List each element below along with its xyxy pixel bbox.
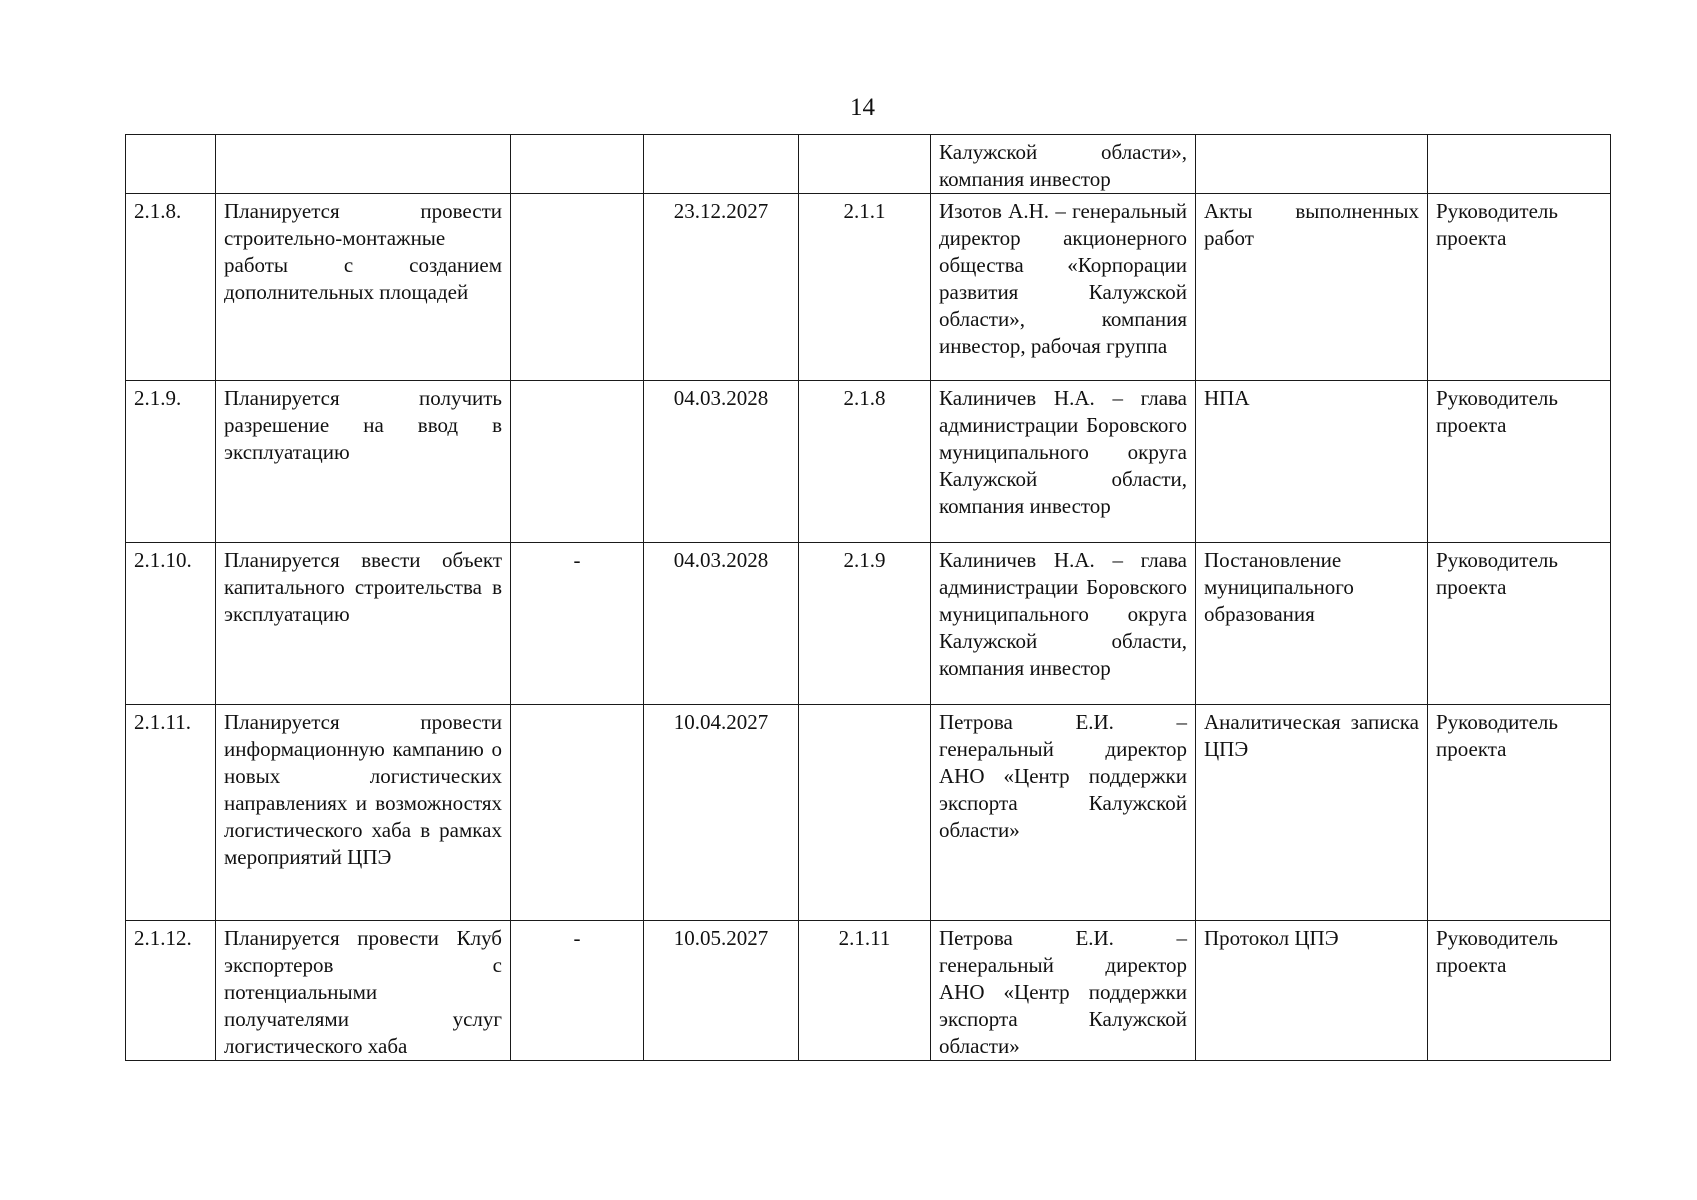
table-row bbox=[126, 135, 1611, 194]
task-description: Планируется провести строительно-монтажные работы с созданием дополнительных площадей bbox=[216, 194, 511, 381]
result-document: Протокол ЦПЭ bbox=[1196, 921, 1428, 1061]
due-date: 23.12.2027 bbox=[644, 194, 799, 381]
table-row bbox=[126, 921, 1611, 1061]
start-dash bbox=[511, 381, 644, 543]
due-date: 10.05.2027 bbox=[644, 921, 799, 1061]
due-date: 04.03.2028 bbox=[644, 381, 799, 543]
table-row bbox=[126, 543, 1611, 705]
due-date: 10.04.2027 bbox=[644, 705, 799, 921]
due-date bbox=[644, 135, 799, 194]
task-description: Планируется провести информационную кампанию о новых логистических направлениях и возможностях логистического хаба в рамках мероприятий ЦПЭ bbox=[216, 705, 511, 921]
approver-role: Руководитель проекта bbox=[1428, 194, 1611, 381]
row-number: 2.1.8. bbox=[126, 194, 216, 381]
responsible-person: Калиничев Н.А. – глава администрации Боровского муниципального округа Калужской области, компания инвестор bbox=[931, 543, 1196, 705]
predecessor: 2.1.1 bbox=[799, 194, 931, 381]
approver-role bbox=[1428, 135, 1611, 194]
plan-table bbox=[125, 134, 1611, 1061]
result-document: Аналитическая записка ЦПЭ bbox=[1196, 705, 1428, 921]
due-date: 04.03.2028 bbox=[644, 543, 799, 705]
row-number: 2.1.10. bbox=[126, 543, 216, 705]
start-dash bbox=[511, 705, 644, 921]
predecessor bbox=[799, 705, 931, 921]
table-row bbox=[126, 705, 1611, 921]
row-number: 2.1.12. bbox=[126, 921, 216, 1061]
start-dash: - bbox=[511, 543, 644, 705]
start-dash: - bbox=[511, 921, 644, 1061]
task-description bbox=[216, 135, 511, 194]
responsible-person: Калиничев Н.А. – глава администрации Боровского муниципального округа Калужской области, компания инвестор bbox=[931, 381, 1196, 543]
result-document: Акты выполненных работ bbox=[1196, 194, 1428, 381]
responsible-person: Петрова Е.И. – генеральный директор АНО «Центр поддержки экспорта Калужской области» bbox=[931, 921, 1196, 1061]
row-number bbox=[126, 135, 216, 194]
task-description: Планируется провести Клуб экспортеров с потенциальными получателями услуг логистического хаба bbox=[216, 921, 511, 1061]
approver-role: Руководитель проекта bbox=[1428, 381, 1611, 543]
approver-role: Руководитель проекта bbox=[1428, 705, 1611, 921]
responsible-person: Калужской области», компания инвестор bbox=[931, 135, 1196, 194]
start-dash bbox=[511, 194, 644, 381]
result-document: НПА bbox=[1196, 381, 1428, 543]
table-row bbox=[126, 381, 1611, 543]
task-description: Планируется ввести объект капитального строительства в эксплуатацию bbox=[216, 543, 511, 705]
predecessor: 2.1.8 bbox=[799, 381, 931, 543]
approver-role: Руководитель проекта bbox=[1428, 543, 1611, 705]
approver-role: Руководитель проекта bbox=[1428, 921, 1611, 1061]
start-dash bbox=[511, 135, 644, 194]
result-document bbox=[1196, 135, 1428, 194]
row-number: 2.1.11. bbox=[126, 705, 216, 921]
result-document: Постановление муниципального образования bbox=[1196, 543, 1428, 705]
table-row bbox=[126, 194, 1611, 381]
predecessor: 2.1.11 bbox=[799, 921, 931, 1061]
responsible-person: Петрова Е.И. – генеральный директор АНО «Центр поддержки экспорта Калужской области» bbox=[931, 705, 1196, 921]
row-number: 2.1.9. bbox=[126, 381, 216, 543]
predecessor: 2.1.9 bbox=[799, 543, 931, 705]
page-number: 14 bbox=[850, 94, 875, 121]
predecessor bbox=[799, 135, 931, 194]
task-description: Планируется получить разрешение на ввод в эксплуатацию bbox=[216, 381, 511, 543]
responsible-person: Изотов А.Н. – генеральный директор акционерного общества «Корпорации развития Калужской области», компания инвестор, рабочая группа bbox=[931, 194, 1196, 381]
